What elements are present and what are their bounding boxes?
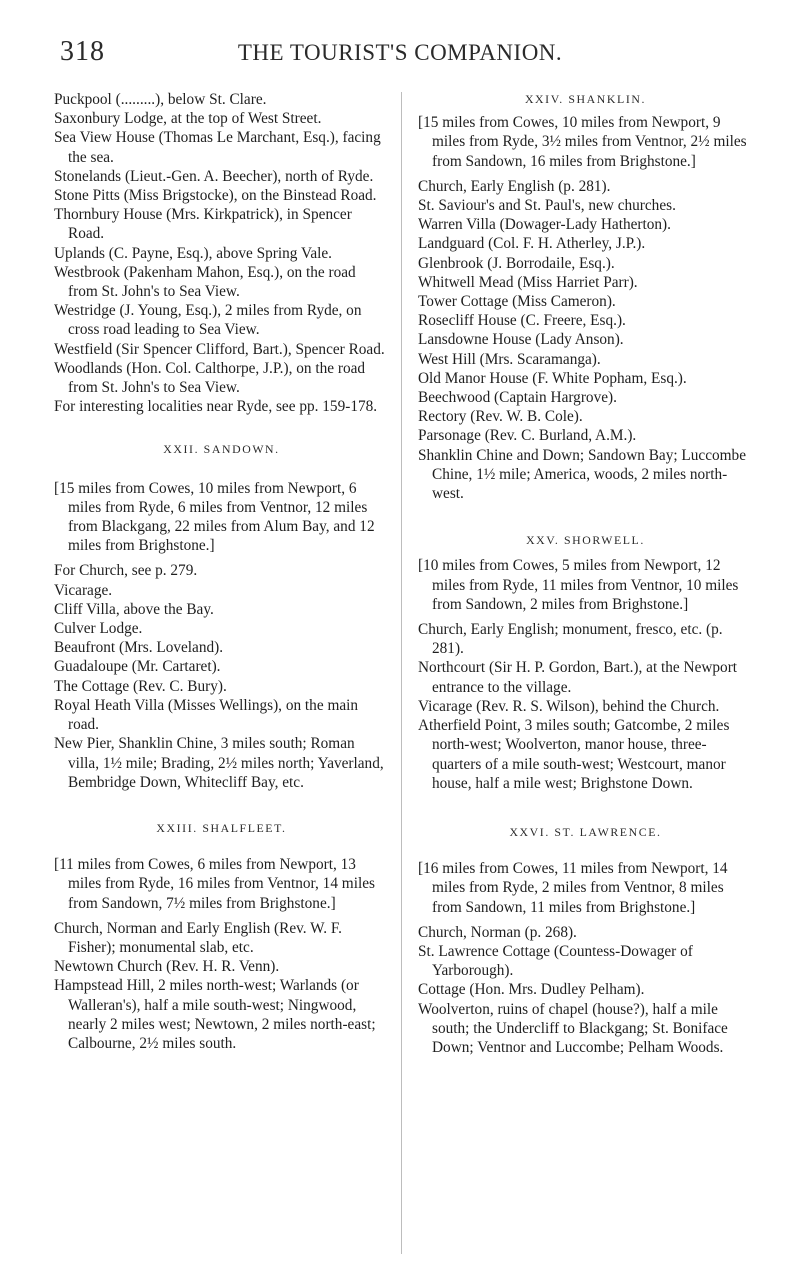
entry-sandown-vicarage: Vicarage. <box>54 581 113 599</box>
entry-stonelands: Stonelands (Lieut.-Gen. A. Beecher), north of Ryde. <box>54 167 374 185</box>
page-header <box>60 36 740 76</box>
entry-stone-pitts: Stone Pitts (Miss Brigstocke), on the Binstead Road. <box>54 187 377 205</box>
entry-northcourt: Northcourt (Sir H. P. Gordon, Bart.), at the Newport entrance to the village. <box>418 659 738 696</box>
entry-newtown-church: Newtown Church (Rev. H. R. Venn). <box>54 958 280 976</box>
entry-st-lawrence-church: Church, Norman (p. 268). <box>418 923 577 941</box>
entry-st-lawrence-cottage: St. Lawrence Cottage (Countess-Dowager of Yarborough). <box>418 942 693 980</box>
entry-new-churches: St. Saviour's and St. Paul's, new churches. <box>418 197 676 215</box>
entry-old-manor-house: Old Manor House (F. White Popham, Esq.). <box>418 369 687 387</box>
distances-sandown: [15 miles from Cowes, 10 miles from Newport, 6 miles from Ryde, 6 miles from Ventnor, 12 miles from Blackgang, 22 miles from Alum Bay, and 12 miles from Brighstone.] <box>54 479 375 555</box>
entry-tower-cottage: Tower Cottage (Miss Cameron). <box>418 293 616 311</box>
entry-pelham-cottage: Cottage (Hon. Mrs. Dudley Pelham). <box>418 981 645 999</box>
entry-thornbury-house: Thornbury House (Mrs. Kirkpatrick), in Spencer Road. <box>54 206 352 243</box>
distances-st-lawrence: [16 miles from Cowes, 11 miles from Newport, 14 miles from Ryde, 2 miles from Ventnor, 8 miles from Sandown, 11 miles from Brighstone.] <box>418 860 728 916</box>
entry-sea-view-house: Sea View House (Thomas Le Marchant, Esq.), facing the sea. <box>54 129 381 166</box>
entry-puckpool: Puckpool (.........), below St. Clare. <box>54 91 267 108</box>
entry-royal-heath-villa: Royal Heath Villa (Misses Wellings), on the main road. <box>54 696 359 734</box>
entry-whitwell-mead: Whitwell Mead (Miss Harriet Parr). <box>418 273 638 291</box>
entry-beaufront: Beaufront (Mrs. Loveland). <box>54 639 224 657</box>
entry-st-lawrence-localities: Woolverton, ruins of chapel (house?), half a mile south; the Undercliff to Blackgang; St. Boniface Down; Ventnor and Luccombe; Pelham Woods. <box>418 1000 728 1056</box>
entry-rosecliff-house: Rosecliff House (C. Freere, Esq.). <box>418 312 626 330</box>
entry-shorwell-church: Church, Early English; monument, fresco, etc. (p. 281). <box>418 621 723 658</box>
section-title-st-lawrence: XXVI. ST. LAWRENCE. <box>509 824 662 839</box>
entry-shalfleet-localities: Hampstead Hill, 2 miles north-west; Warlands (or Walleran's), half a mile south-west; Ningwood, nearly 2 miles west; Newtown, 2 miles north-east; Calbourne, 2½ miles south. <box>54 977 376 1052</box>
section-title-shorwell: XXV. SHORWELL. <box>526 533 645 548</box>
entry-cliff-villa: Cliff Villa, above the Bay. <box>54 600 214 618</box>
entry-parsonage: Parsonage (Rev. C. Burland, A.M.). <box>418 427 637 445</box>
entry-the-cottage: The Cottage (Rev. C. Bury). <box>54 677 227 695</box>
entry-landguard: Landguard (Col. F. H. Atherley, J.P.). <box>418 235 646 253</box>
entry-shorwell-vicarage: Vicarage (Rev. R. S. Wilson), behind the Church. <box>418 697 720 715</box>
entry-culver-lodge: Culver Lodge. <box>54 620 143 638</box>
entry-westfield: Westfield (Sir Spencer Clifford, Bart.), Spencer Road. <box>54 340 385 358</box>
entry-uplands: Uplands (C. Payne, Esq.), above Spring Vale. <box>54 244 332 262</box>
entry-warren-villa: Warren Villa (Dowager-Lady Hatherton). <box>418 216 671 234</box>
entry-saxonbury-lodge: Saxonbury Lodge, at the top of West Street. <box>54 110 322 128</box>
right-column <box>418 90 753 1057</box>
entry-sandown-church: For Church, see p. 279. <box>54 562 198 580</box>
entry-westridge: Westridge (J. Young, Esq.), 2 miles from Ryde, on cross road leading to Sea View. <box>54 302 362 339</box>
column-divider <box>401 92 402 1254</box>
entry-beechwood: Beechwood (Captain Hargrove). <box>418 389 617 407</box>
entry-shalfleet-church: Church, Norman and Early English (Rev. W. F. Fisher); monumental slab, etc. <box>54 919 342 956</box>
section-title-shalfleet: XXIII. SHALFLEET. <box>156 820 287 835</box>
page-number: 318 <box>60 36 105 67</box>
section-title-sandown: XXII. SANDOWN. <box>163 442 280 457</box>
left-column <box>54 90 389 1053</box>
distances-shalfleet: [11 miles from Cowes, 6 miles from Newport, 13 miles from Ryde, 16 miles from Ventnor, 14 miles from Sandown, 7½ miles from Brighstone.] <box>54 856 375 912</box>
running-title: THE TOURIST'S COMPANION. <box>237 40 563 65</box>
entry-guadaloupe: Guadaloupe (Mr. Cartaret). <box>54 658 221 676</box>
entry-sandown-localities: New Pier, Shanklin Chine, 3 miles south; Roman villa, 1½ mile; Brading, 2½ miles north; Yaverland, Bembridge Down, Whitecliff Bay, etc. <box>54 735 384 791</box>
section-title-shanklin: XXIV. SHANKLIN. <box>524 92 647 106</box>
entry-west-hill: West Hill (Mrs. Scaramanga). <box>418 350 601 368</box>
entry-glenbrook: Glenbrook (J. Borrodaile, Esq.). <box>418 254 615 272</box>
entry-westbrook: Westbrook (Pakenham Mahon, Esq.), on the road from St. John's to Sea View. <box>54 263 356 301</box>
entry-lansdowne-house: Lansdowne House (Lady Anson). <box>418 331 624 349</box>
entry-shanklin-church: Church, Early English (p. 281). <box>418 177 611 195</box>
entry-shanklin-rectory: Rectory (Rev. W. B. Cole). <box>418 408 583 426</box>
distances-shorwell: [10 miles from Cowes, 5 miles from Newport, 12 miles from Ryde, 11 miles from Ventnor, 10 miles from Sandown, 2 miles from Brighstone.] <box>418 557 739 613</box>
entry-woodlands: Woodlands (Hon. Col. Calthorpe, J.P.), on the road from St. John's to Sea View. <box>54 359 366 397</box>
entry-ryde-localities: For interesting localities near Ryde, see pp. 159-178. <box>54 398 378 416</box>
entry-shanklin-localities: Shanklin Chine and Down; Sandown Bay; Luccombe Chine, 1½ mile; America, woods, 2 miles north-west. <box>418 446 746 503</box>
entry-shorwell-localities: Atherfield Point, 3 miles south; Gatcombe, 2 miles north-west; Woolverton, manor house, three-quarters of a mile south-west; Westcourt, manor house, half a mile west; Brighstone Down. <box>418 717 730 792</box>
distances-shanklin: [15 miles from Cowes, 10 miles from Newport, 9 miles from Ryde, 3½ miles from Ventnor, 2½ miles from Sandown, 16 miles from Brighstone.] <box>418 114 747 170</box>
